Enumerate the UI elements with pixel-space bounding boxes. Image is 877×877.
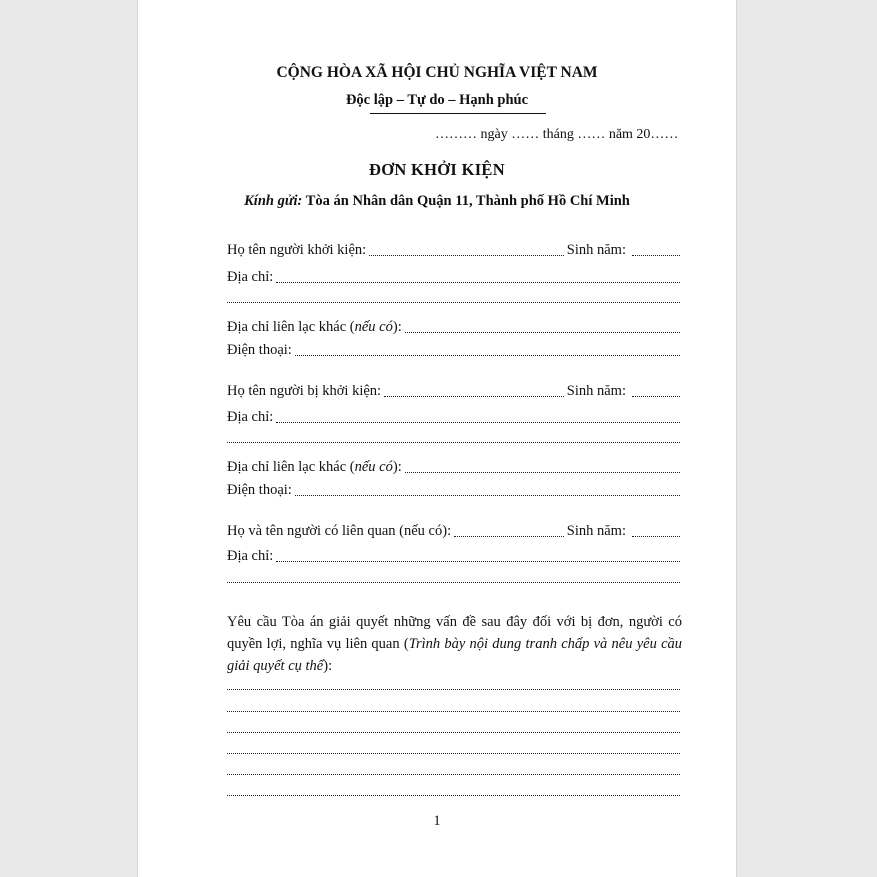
- request-line-4[interactable]: [227, 753, 680, 754]
- plaintiff-name-label: Họ tên người khởi kiện:: [227, 242, 367, 258]
- document-page: [138, 0, 736, 877]
- plaintiff-name-row: [227, 242, 680, 259]
- defendant-phone-row: [227, 482, 680, 499]
- plaintiff-contact-label: Địa chỉ liên lạc khác (nếu có):: [227, 319, 402, 335]
- plaintiff-contact-field[interactable]: [405, 331, 680, 333]
- defendant-address-label: Địa chỉ:: [227, 409, 274, 425]
- plaintiff-phone-field[interactable]: [295, 354, 680, 356]
- addressee-line: [138, 193, 736, 210]
- defendant-contact-row: [227, 459, 680, 476]
- plaintiff-address-field[interactable]: [276, 281, 680, 283]
- request-line-1[interactable]: [227, 689, 680, 690]
- defendant-address-field[interactable]: [276, 421, 680, 423]
- related-address-field[interactable]: [276, 560, 680, 562]
- related-address-field-2[interactable]: [227, 582, 680, 583]
- date-line: ……… ngày …… tháng …… năm 20……: [435, 127, 679, 142]
- plaintiff-phone-label: Điện thoại:: [227, 342, 292, 358]
- related-birth-label: Sinh năm:: [566, 523, 626, 539]
- defendant-name-row: [227, 383, 680, 400]
- page-number: 1: [433, 813, 441, 829]
- plaintiff-birth-label: Sinh năm:: [566, 242, 626, 258]
- related-name-row: [227, 523, 680, 540]
- request-line-2[interactable]: [227, 711, 680, 712]
- request-line-5[interactable]: [227, 774, 680, 775]
- defendant-address-field-2[interactable]: [227, 442, 680, 443]
- defendant-birth-field[interactable]: [632, 395, 680, 397]
- plaintiff-contact-row: [227, 319, 680, 336]
- defendant-phone-label: Điện thoại:: [227, 482, 292, 498]
- national-title: CỘNG HÒA XÃ HỘI CHỦ NGHĨA VIỆT NAM: [276, 64, 598, 81]
- request-paragraph: Yêu cầu Tòa án giải quyết những vấn đề sau đây đối với bị đơn, người có quyền lợi, nghĩa vụ liên quan (Trình bày nội dung tranh chấp và nêu yêu cầu giải quyết cụ thể):: [227, 614, 683, 674]
- defendant-address-row: [227, 409, 680, 426]
- plaintiff-address-label: Địa chỉ:: [227, 269, 274, 285]
- related-birth-field[interactable]: [632, 535, 680, 537]
- request-line-3[interactable]: [227, 732, 680, 733]
- national-motto: Độc lập – Tự do – Hạnh phúc: [345, 92, 529, 108]
- plaintiff-phone-row: [227, 342, 680, 359]
- addressee-label: Kính gửi:: [244, 193, 303, 209]
- defendant-birth-label: Sinh năm:: [566, 383, 626, 399]
- defendant-contact-field[interactable]: [405, 471, 680, 473]
- related-name-field[interactable]: [454, 535, 564, 537]
- addressee-court: Tòa án Nhân dân Quận 11, Thành phố Hồ Chí Minh: [305, 193, 630, 209]
- motto-underline: [370, 113, 546, 114]
- plaintiff-address-row: [227, 269, 680, 286]
- defendant-contact-label: Địa chỉ liên lạc khác (nếu có):: [227, 459, 402, 475]
- related-address-label: Địa chỉ:: [227, 548, 274, 564]
- request-line-6[interactable]: [227, 795, 680, 796]
- defendant-name-field[interactable]: [384, 395, 564, 397]
- plaintiff-birth-field[interactable]: [632, 254, 680, 256]
- document-title: ĐƠN KHỞI KIỆN: [369, 160, 505, 179]
- related-address-row: [227, 548, 680, 565]
- defendant-phone-field[interactable]: [295, 494, 680, 496]
- plaintiff-name-field[interactable]: [369, 254, 564, 256]
- defendant-name-label: Họ tên người bị khởi kiện:: [227, 383, 382, 399]
- plaintiff-address-field-2[interactable]: [227, 302, 680, 303]
- related-name-label: Họ và tên người có liên quan (nếu có):: [227, 523, 452, 539]
